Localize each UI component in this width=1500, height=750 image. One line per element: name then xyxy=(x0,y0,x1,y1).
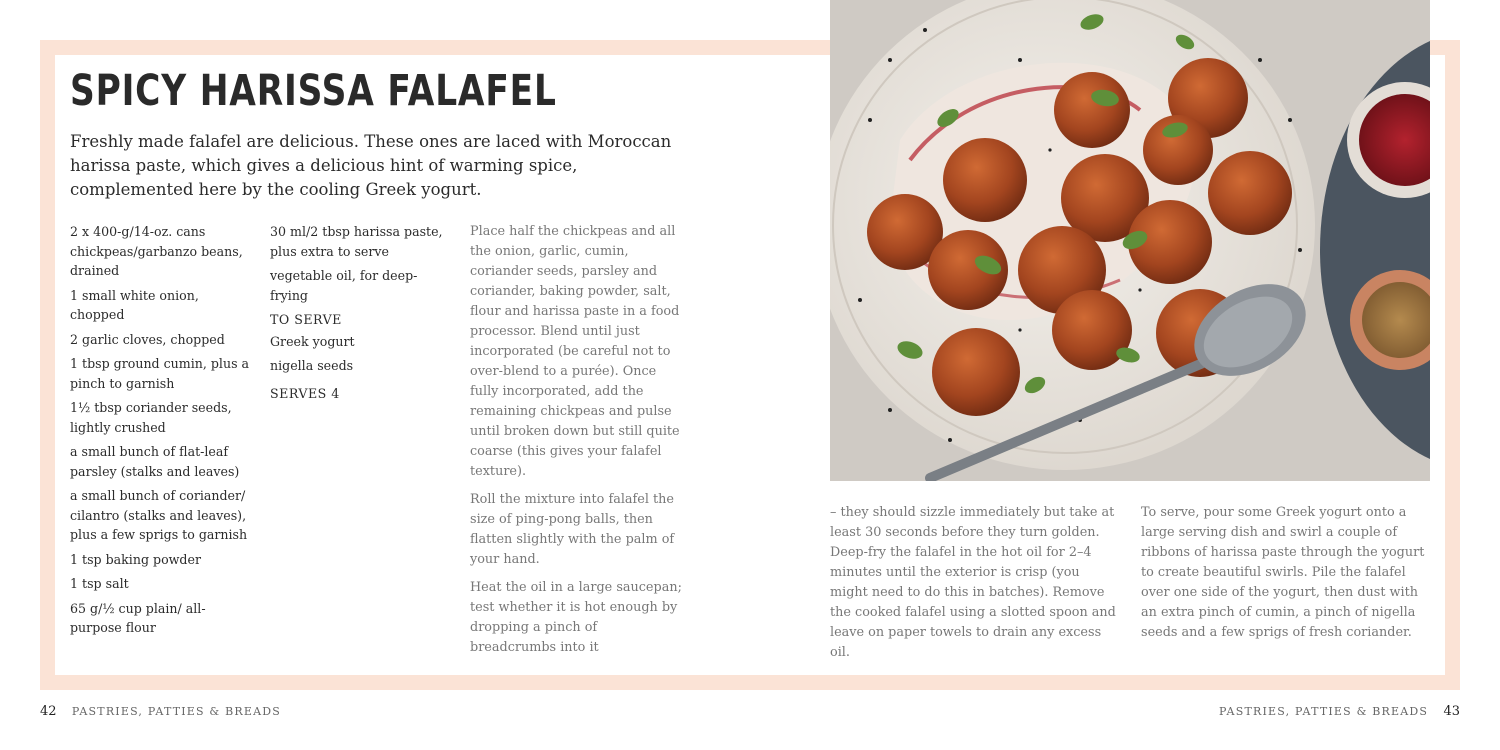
page-number-right: 43 xyxy=(1443,704,1460,719)
serve-item: Greek yogurt xyxy=(270,333,355,349)
page-number-left: 42 xyxy=(40,704,57,719)
recipe-title: SPICY HARISSA FALAFEL xyxy=(70,66,557,116)
ingredients-column-1 xyxy=(70,222,255,643)
footer-left xyxy=(40,704,281,719)
method-paragraph: Heat the oil in a large saucepan; test whether it is hot enough by dropping a pinch of breadcrumbs into it xyxy=(470,580,682,655)
ingredient-item: 1 small white onion, chopped xyxy=(70,287,199,322)
falafel-photo xyxy=(830,0,1430,481)
ingredient-item: 1 tsp baking powder xyxy=(70,551,201,567)
ingredient-item: 1 tsp salt xyxy=(70,576,129,591)
to-serve-heading: TO SERVE xyxy=(270,312,342,327)
ingredient-item: 65 g/½ cup plain/ all-purpose flour xyxy=(70,600,206,635)
method-column-3 xyxy=(1141,503,1431,643)
ingredient-item: 2 x 400-g/14-oz. cans chickpeas/garbanzo beans, drained xyxy=(70,224,243,278)
method-paragraph: To serve, pour some Greek yogurt onto a large serving dish and swirl a couple of ribbons of harissa paste through the yogurt to create beautiful swirls. Pile the falafel over one side of the yogurt, then dust with an extra pinch of cumin, a pinch of nigella seeds and a few sprigs of fresh coriander. xyxy=(1141,505,1425,640)
method-paragraph: Place half the chickpeas and all the onion, garlic, cumin, coriander seeds, parsley and coriander, baking powder, salt, flour and harissa paste in a food processor. Blend until just incorporated (be careful not to over-blend to a purée). Once fully incorporated, add the remaining chickpeas and pulse until broken down but still quite coarse (this gives your falafel texture). xyxy=(470,224,680,479)
ingredient-item: 2 garlic cloves, chopped xyxy=(70,331,225,347)
ingredients-column-2 xyxy=(270,222,455,408)
ingredient-item: a small bunch of coriander/ cilantro (stalks and leaves), plus a few sprigs to garnish xyxy=(70,488,248,542)
ingredient-item: 30 ml/2 tbsp harissa paste, plus extra to serve xyxy=(270,224,443,259)
section-name-left: PASTRIES, PATTIES & BREADS xyxy=(71,705,282,718)
ingredient-item: 1 tbsp ground cumin, plus a pinch to garnish xyxy=(70,356,250,391)
ingredient-item: vegetable oil, for deep-frying xyxy=(270,268,418,303)
footer-right xyxy=(1219,704,1460,719)
method-paragraph: Roll the mixture into falafel the size of ping-pong balls, then flatten slightly with the palm of your hand. xyxy=(470,492,675,567)
method-column-2 xyxy=(830,503,1120,663)
serves-count: SERVES 4 xyxy=(270,385,340,401)
ingredient-item: a small bunch of flat-leaf parsley (stalks and leaves) xyxy=(70,444,240,479)
recipe-intro: Freshly made falafel are delicious. These ones are laced with Moroccan harissa paste, which gives a delicious hint of warming spice, complemented here by the cooling Greek yogurt. xyxy=(70,132,672,199)
ingredient-item: 1½ tbsp coriander seeds, lightly crushed xyxy=(70,400,232,435)
section-name-right: PASTRIES, PATTIES & BREADS xyxy=(1218,705,1429,718)
method-column-1 xyxy=(470,222,685,666)
serve-item: nigella seeds xyxy=(270,358,354,373)
method-paragraph: – they should sizzle immediately but take at least 30 seconds before they turn golden. Deep-fry the falafel in the hot oil for 2–4 minutes until the exterior is crisp (you might need to do this in batches). Remove the cooked falafel using a slotted spoon and leave on paper towels to drain any excess oil. xyxy=(830,505,1116,660)
